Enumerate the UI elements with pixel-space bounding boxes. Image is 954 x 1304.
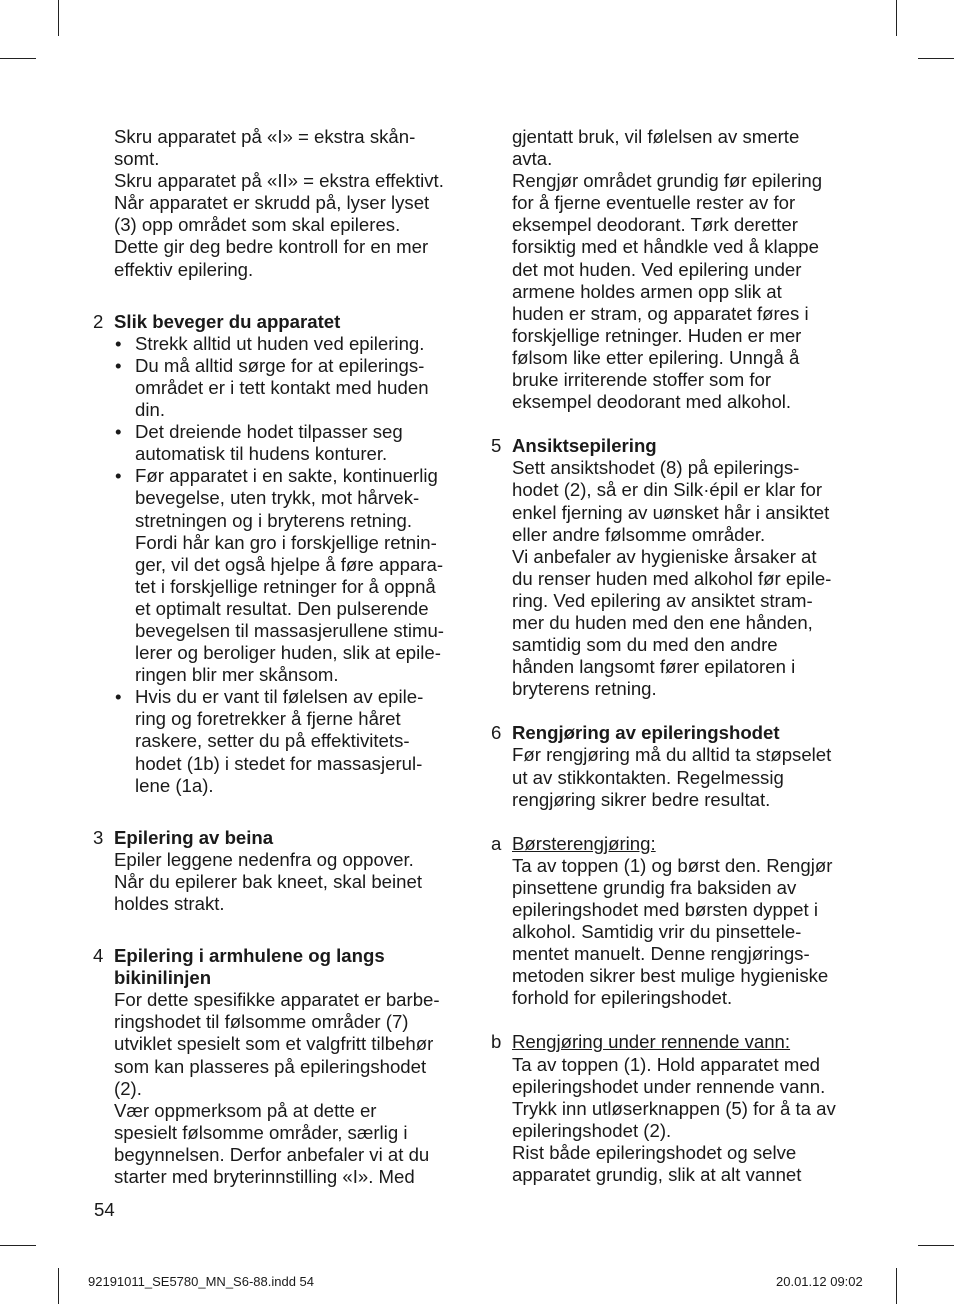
text-line: begynnelsen. Derfor anbefaler vi at du xyxy=(114,1143,430,1165)
section-number: 3 xyxy=(93,826,104,848)
left-column xyxy=(93,126,470,1188)
section-4 xyxy=(93,945,470,1188)
text-line: tet i forskjellige retninger for å oppnå xyxy=(135,575,436,597)
text-line: hodet (2), så er din Silk·épil er klar for xyxy=(512,479,823,501)
text-line: Sett ansiktshodet (8) på epilerings- xyxy=(512,457,800,479)
text-line: automatisk til hudens konturer. xyxy=(135,443,388,465)
text-line: epileringshodet under rennende vann. xyxy=(512,1075,826,1097)
text-line: epileringshodet (2). xyxy=(512,1119,672,1141)
text-line: enkel fjerning av uønsket hår i ansiktet xyxy=(512,501,830,523)
section-title: Epilering av beina xyxy=(114,826,274,848)
bullet-item xyxy=(114,686,470,796)
section-heading xyxy=(491,832,868,855)
bullet-icon: • xyxy=(115,421,122,443)
text-line: Ta av toppen (1). Hold apparatet med xyxy=(512,1053,821,1075)
text-line: holdes strakt. xyxy=(114,893,225,914)
right-column xyxy=(491,126,868,1186)
text-line: lerer og beroliger huden, slik at epile- xyxy=(135,642,441,664)
text-line: for å fjerne eventuelle rester av for xyxy=(512,192,796,214)
section-number: 2 xyxy=(93,310,104,332)
crop-mark xyxy=(918,1245,954,1246)
bullet-icon: • xyxy=(115,332,122,354)
text-line: Dette gir deg bedre kontroll for en mer xyxy=(114,236,429,258)
section-6 xyxy=(491,722,868,810)
section-title: Børsterengjøring: xyxy=(512,832,656,854)
text-line: lene (1a). xyxy=(135,774,214,796)
continued-paragraph xyxy=(512,126,868,413)
text-line: apparatet grundig, slik at alt vannet xyxy=(512,1164,802,1186)
text-line: bevegelsen til massasjerullene stimu- xyxy=(135,619,445,641)
crop-mark xyxy=(896,0,897,36)
section-number: 6 xyxy=(491,722,502,744)
text-line: Før rengjøring må du alltid ta støpselet xyxy=(512,744,832,766)
text-line: For dette spesifikke apparatet er barbe- xyxy=(114,989,440,1011)
text-line: Rengjør området grundig før epilering xyxy=(512,170,823,192)
bullet-item xyxy=(114,333,470,355)
text-line: Trykk inn utløserknappen (5) for å ta av xyxy=(512,1097,836,1119)
section-number: 5 xyxy=(491,435,502,457)
section-heading xyxy=(93,945,470,967)
text-line: Det dreiende hodet tilpasser seg xyxy=(135,421,403,443)
text-line: bevegelse, uten trykk, mot hårvek- xyxy=(135,487,420,509)
text-line: epileringshodet med børsten dyppet i xyxy=(512,899,818,920)
text-line: følsom like etter epilering. Unngå å xyxy=(512,346,800,368)
section-title: Ansiktsepilering xyxy=(512,435,657,457)
text-line: du renser huden med alkohol før epile- xyxy=(512,567,832,589)
text-line: forsiktig med et håndkle ved å klappe xyxy=(512,236,819,258)
text-line: rengjøring sikrer bedre resultat. xyxy=(512,788,771,810)
text-line: ger, vil det også hjelpe å føre appara- xyxy=(135,553,444,575)
section-title: Epilering i armhulene og langs xyxy=(114,945,385,967)
section-2 xyxy=(93,310,470,797)
section-title: Rengjøring under rennende vann: xyxy=(512,1031,791,1053)
text-line: (3) opp området som skal epileres. xyxy=(114,214,401,236)
text-line: Når du epilerer bak kneet, skal beinet xyxy=(114,870,423,892)
text-line: starter med bryterinnstilling «I». Med xyxy=(114,1166,415,1188)
section-letter: a xyxy=(491,832,502,854)
text-line: eksempel deodorant med alkohol. xyxy=(512,391,792,413)
text-line: Fordi hår kan gro i forskjellige retnin- xyxy=(135,531,437,553)
text-line: mer du huden med den ene hånden, xyxy=(512,611,813,633)
section-heading xyxy=(491,435,868,457)
text-line: metoden sikrer best mulige hygieniske xyxy=(512,965,829,987)
intro-paragraph xyxy=(114,126,470,281)
text-line: stretningen og i bryterens retning. xyxy=(135,509,412,531)
footer-date: 20.01.12 09:02 xyxy=(776,1274,863,1289)
text-line: Skru apparatet på «I» = ekstra skån- xyxy=(114,126,416,147)
bullet-icon: • xyxy=(115,354,122,376)
text-line: eller andre følsomme områder. xyxy=(512,523,766,545)
text-line: et optimalt resultat. Den pulserende xyxy=(135,597,429,619)
text-line: som kan plasseres på epileringshodet xyxy=(114,1055,427,1077)
text-line: mentet manuelt. Denne rengjørings- xyxy=(512,943,810,965)
crop-mark xyxy=(58,1268,59,1304)
section-heading xyxy=(491,722,868,744)
text-line: ut av stikkontakten. Regelmessig xyxy=(512,766,784,788)
section-3 xyxy=(93,826,470,915)
text-line: Vi anbefaler av hygieniske årsaker at xyxy=(512,545,817,567)
crop-mark xyxy=(896,1268,897,1304)
crop-mark xyxy=(0,58,36,59)
section-b xyxy=(491,1031,868,1186)
text-line: eksempel deodorant. Tørk deretter xyxy=(512,214,798,236)
text-line: hånden langsomt fører epilatoren i xyxy=(512,656,796,678)
text-line: gjentatt bruk, vil følelsen av smerte xyxy=(512,126,800,147)
section-number: 4 xyxy=(93,945,104,967)
text-line: ring. Ved epilering av ansiktet stram- xyxy=(512,589,813,611)
text-line: det mot huden. Ved epilering under xyxy=(512,258,802,280)
text-line: forskjellige retninger. Huden er mer xyxy=(512,324,802,346)
text-line: Når apparatet er skrudd på, lyser lyset xyxy=(114,192,430,214)
text-line: spesielt følsomme områder, særlig i xyxy=(114,1121,408,1143)
page-number: 54 xyxy=(94,1199,115,1220)
section-heading xyxy=(93,826,470,849)
text-line: raskere, setter du på effektivitets- xyxy=(135,730,410,752)
bullet-item xyxy=(114,421,470,465)
text-line: Ta av toppen (1) og børst den. Rengjør xyxy=(512,854,833,876)
text-line: Strekk alltid ut huden ved epilering. xyxy=(135,332,425,354)
section-title: bikinilinjen xyxy=(114,967,212,989)
text-line: Skru apparatet på «II» = ekstra effektivt. xyxy=(114,170,444,192)
text-line: området er i tett kontakt med huden xyxy=(135,376,429,398)
crop-mark xyxy=(0,1245,36,1246)
section-title: Rengjøring av epileringshodet xyxy=(512,722,780,744)
text-line: samtidig som du med den andre xyxy=(512,634,778,656)
text-line: Du må alltid sørge for at epilerings- xyxy=(135,354,425,376)
text-line: alkohol. Samtidig vrir du pinsettele- xyxy=(512,921,802,943)
section-title: Slik beveger du apparatet xyxy=(114,310,341,332)
text-line: bruke irriterende stoffer som for xyxy=(512,369,772,391)
text-line: Vær oppmerksom på at dette er xyxy=(114,1099,377,1121)
text-line: (2). xyxy=(114,1077,142,1099)
bullet-item xyxy=(114,465,470,686)
text-line: pinsettene grundig fra baksiden av xyxy=(512,876,797,898)
text-line: Rist både epileringshodet og selve xyxy=(512,1141,797,1163)
text-line: ringshodet til følsomme områder (7) xyxy=(114,1011,409,1033)
text-line: hodet (1b) i stedet for massasjerul- xyxy=(135,752,423,774)
crop-mark xyxy=(58,0,59,36)
section-5 xyxy=(491,435,868,700)
section-heading xyxy=(93,310,470,333)
text-line: Før apparatet i en sakte, kontinuerlig xyxy=(135,465,438,487)
bullet-icon: • xyxy=(115,465,122,487)
crop-mark xyxy=(918,58,954,59)
text-line: somt. xyxy=(114,148,160,170)
text-line: huden er stram, og apparatet føres i xyxy=(512,302,809,324)
text-line: forhold for epileringshodet. xyxy=(512,987,733,1009)
text-line: avta. xyxy=(512,148,553,170)
text-line: effektiv epilering. xyxy=(114,258,254,280)
bullet-item xyxy=(114,355,470,421)
section-heading xyxy=(491,1031,868,1053)
text-line: din. xyxy=(135,399,165,421)
section-letter: b xyxy=(491,1031,502,1053)
text-line: armene holdes armen opp slik at xyxy=(512,280,782,302)
text-line: ringen blir mer skånsom. xyxy=(135,664,339,686)
text-line: utviklet spesielt som et valgfritt tilbehør xyxy=(114,1033,434,1055)
text-line: bryterens retning. xyxy=(512,678,657,700)
section-a xyxy=(491,832,868,1010)
text-line: ring og foretrekker å fjerne håret xyxy=(135,708,401,730)
text-line: Hvis du er vant til følelsen av epile- xyxy=(135,686,424,708)
text-line: Epiler leggene nedenfra og oppover. xyxy=(114,848,414,870)
bullet-icon: • xyxy=(115,686,122,708)
footer-file-info: 92191011_SE5780_MN_S6-88.indd 54 xyxy=(88,1274,314,1289)
